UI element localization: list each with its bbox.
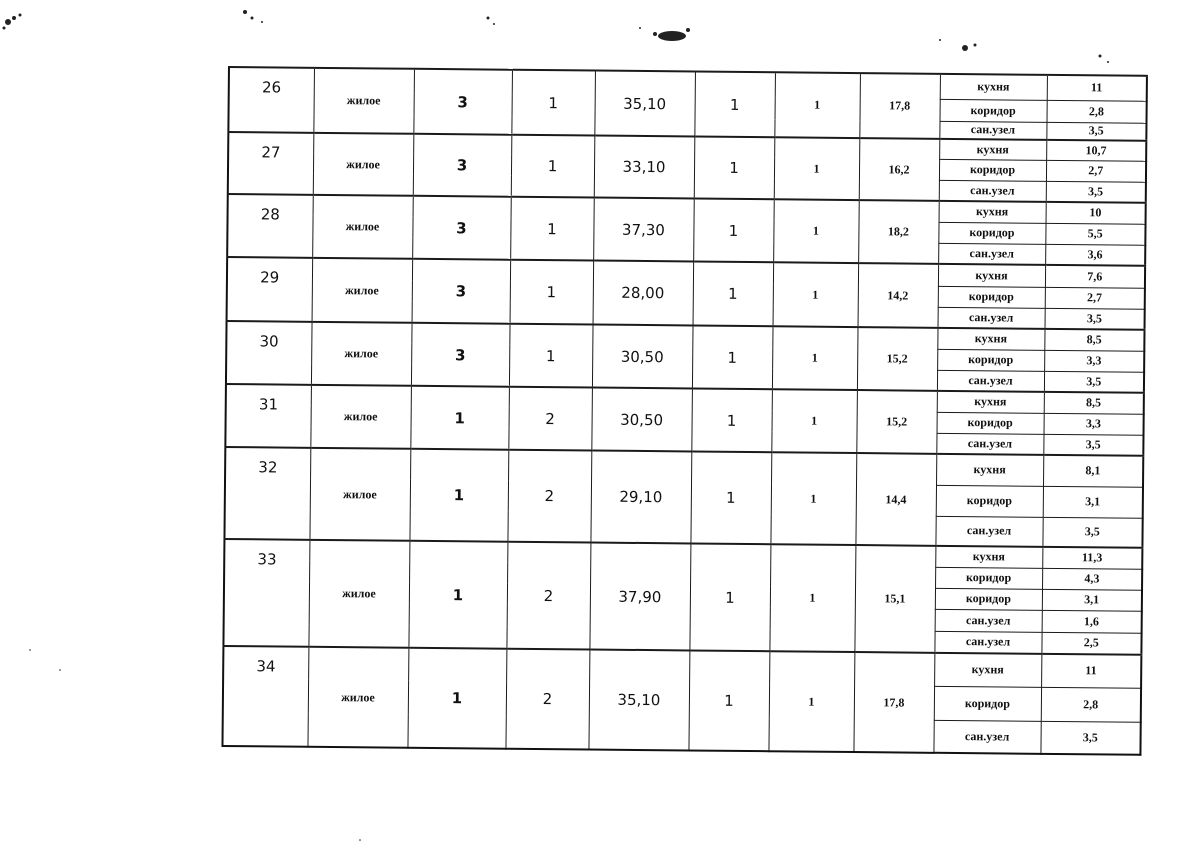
cell-col6: 1 bbox=[688, 650, 769, 751]
cell-room-area: 2,5 bbox=[1041, 632, 1141, 655]
apartment-table-wrapper bbox=[221, 66, 1145, 756]
cell-col6: 1 bbox=[690, 451, 771, 544]
cell-floor: 1 bbox=[510, 260, 594, 325]
cell-room-name: сан.узел bbox=[939, 180, 1046, 202]
cell-room-name: сан.узел bbox=[938, 243, 1045, 265]
cell-living-area: 18,2 bbox=[858, 200, 939, 264]
cell-rooms: 1 bbox=[410, 386, 509, 450]
cell-col6: 1 bbox=[694, 136, 775, 199]
cell-room-name: коридор bbox=[934, 686, 1041, 721]
cell-room-name: кухня bbox=[934, 653, 1041, 687]
cell-room-area: 3,5 bbox=[1043, 434, 1143, 456]
cell-rooms: 3 bbox=[412, 259, 511, 324]
cell-number: 32 bbox=[224, 447, 310, 540]
cell-floor: 1 bbox=[510, 197, 594, 261]
cell-total-area: 30,50 bbox=[591, 388, 692, 452]
cell-type: жилое bbox=[313, 133, 414, 196]
cell-room-name: кухня bbox=[935, 546, 1042, 568]
cell-rooms: 1 bbox=[408, 541, 507, 649]
cell-total-area: 29,10 bbox=[590, 451, 691, 544]
cell-living-area: 17,8 bbox=[859, 73, 940, 139]
cell-room-area: 5,5 bbox=[1045, 223, 1145, 245]
cell-col7: 1 bbox=[770, 452, 856, 545]
cell-total-area: 33,10 bbox=[594, 136, 695, 199]
cell-room-area: 3,1 bbox=[1043, 486, 1143, 518]
cell-room-name: кухня bbox=[939, 139, 1046, 160]
cell-floor: 1 bbox=[509, 324, 593, 388]
cell-room-name: коридор bbox=[938, 286, 1045, 308]
cell-room-name: сан.узел bbox=[938, 307, 1045, 329]
cell-col7: 1 bbox=[773, 262, 859, 327]
cell-col6: 1 bbox=[692, 325, 773, 389]
cell-room-name: сан.узел bbox=[935, 516, 1042, 547]
cell-col7: 1 bbox=[774, 137, 860, 200]
cell-room-name: кухня bbox=[938, 264, 1045, 287]
cell-number: 28 bbox=[227, 194, 313, 258]
cell-room-area: 3,5 bbox=[1046, 122, 1146, 141]
cell-col6: 1 bbox=[689, 543, 770, 651]
cell-room-area: 3,3 bbox=[1044, 413, 1144, 435]
cell-rooms: 1 bbox=[409, 449, 508, 542]
cell-room-name: сан.узел bbox=[933, 720, 1040, 754]
cell-rooms: 3 bbox=[411, 323, 510, 387]
cell-total-area: 35,10 bbox=[588, 649, 689, 750]
cell-room-area: 3,1 bbox=[1042, 589, 1142, 611]
cell-type: жилое bbox=[312, 195, 413, 259]
cell-room-name: коридор bbox=[938, 222, 1045, 244]
cell-room-name: коридор bbox=[939, 159, 1046, 181]
cell-living-area: 16,2 bbox=[859, 138, 940, 201]
cell-room-area: 8,1 bbox=[1043, 455, 1143, 487]
cell-room-area: 2,7 bbox=[1046, 160, 1146, 182]
cell-room-area: 2,8 bbox=[1041, 687, 1141, 722]
apartment-table bbox=[221, 66, 1147, 756]
cell-living-area: 14,2 bbox=[858, 263, 939, 328]
cell-total-area: 37,30 bbox=[593, 198, 694, 262]
cell-room-area: 3,5 bbox=[1046, 181, 1146, 203]
cell-col7: 1 bbox=[772, 326, 858, 390]
cell-type: жилое bbox=[312, 258, 413, 323]
cell-col6: 1 bbox=[691, 388, 772, 452]
cell-room-area: 11,3 bbox=[1042, 547, 1142, 569]
cell-room-name: коридор bbox=[936, 485, 1043, 517]
cell-type: жилое bbox=[309, 448, 410, 541]
cell-col7: 1 bbox=[768, 651, 854, 752]
cell-total-area: 28,00 bbox=[593, 261, 694, 326]
cell-type: жилое bbox=[308, 540, 409, 648]
cell-total-area: 35,10 bbox=[594, 71, 695, 137]
cell-living-area: 15,1 bbox=[854, 545, 935, 653]
cell-room-name: кухня bbox=[936, 454, 1043, 486]
cell-room-name: коридор bbox=[935, 588, 1042, 610]
cell-living-area: 14,4 bbox=[855, 453, 936, 546]
cell-col7: 1 bbox=[769, 544, 855, 652]
cell-type: жилое bbox=[310, 385, 411, 449]
cell-room-name: сан.узел bbox=[935, 609, 1042, 632]
cell-total-area: 30,50 bbox=[592, 325, 693, 389]
cell-col6: 1 bbox=[693, 198, 774, 262]
cell-room-area: 3,5 bbox=[1044, 371, 1144, 393]
cell-col6: 1 bbox=[694, 71, 775, 137]
cell-living-area: 17,8 bbox=[853, 652, 934, 753]
cell-floor: 1 bbox=[511, 135, 595, 198]
cell-type: жилое bbox=[313, 68, 414, 134]
cell-room-area: 2,8 bbox=[1047, 100, 1147, 123]
cell-rooms: 1 bbox=[407, 648, 506, 749]
cell-room-area: 10 bbox=[1046, 202, 1146, 224]
cell-floor: 1 bbox=[511, 70, 595, 136]
cell-total-area: 37,90 bbox=[589, 543, 690, 651]
table-row bbox=[229, 67, 1147, 101]
cell-rooms: 3 bbox=[412, 196, 511, 260]
cell-room-name: коридор bbox=[935, 567, 1042, 589]
cell-room-area: 3,5 bbox=[1042, 517, 1142, 548]
cell-room-area: 7,6 bbox=[1045, 265, 1145, 288]
cell-room-area: 2,7 bbox=[1045, 287, 1145, 309]
cell-type: жилое bbox=[311, 322, 412, 386]
cell-living-area: 15,2 bbox=[856, 390, 937, 454]
cell-number: 34 bbox=[222, 646, 308, 747]
cell-col7: 1 bbox=[771, 389, 857, 453]
cell-room-area: 4,3 bbox=[1042, 568, 1142, 590]
cell-room-name: сан.узел bbox=[937, 370, 1044, 392]
cell-room-name: кухня bbox=[937, 391, 1044, 413]
cell-room-area: 8,5 bbox=[1044, 392, 1144, 414]
cell-number: 27 bbox=[228, 132, 314, 195]
cell-number: 26 bbox=[228, 67, 314, 133]
cell-room-name: сан.узел bbox=[936, 433, 1043, 455]
cell-room-area: 3,5 bbox=[1040, 721, 1140, 755]
cell-room-area: 10,7 bbox=[1046, 140, 1146, 161]
cell-number: 29 bbox=[227, 257, 313, 322]
cell-type: жилое bbox=[307, 647, 408, 748]
cell-living-area: 15,2 bbox=[857, 327, 938, 391]
cell-room-area: 3,6 bbox=[1045, 244, 1145, 266]
cell-floor: 2 bbox=[507, 450, 591, 543]
cell-number: 30 bbox=[226, 321, 312, 385]
cell-col7: 1 bbox=[774, 72, 860, 138]
cell-room-area: 3,5 bbox=[1045, 308, 1145, 330]
cell-room-name: коридор bbox=[940, 99, 1047, 122]
cell-room-name: сан.узел bbox=[934, 631, 1041, 654]
cell-floor: 2 bbox=[505, 649, 589, 750]
cell-col7: 1 bbox=[773, 199, 859, 263]
cell-number: 31 bbox=[225, 384, 311, 448]
cell-room-area: 3,3 bbox=[1044, 350, 1144, 372]
cell-floor: 2 bbox=[508, 387, 592, 451]
cell-room-area: 8,5 bbox=[1044, 329, 1144, 351]
cell-room-area: 1,6 bbox=[1042, 610, 1142, 633]
cell-room-name: коридор bbox=[937, 412, 1044, 434]
cell-col6: 1 bbox=[693, 261, 774, 326]
cell-rooms: 3 bbox=[413, 69, 512, 135]
cell-floor: 2 bbox=[506, 542, 590, 650]
cell-number: 33 bbox=[223, 539, 309, 647]
cell-room-name: кухня bbox=[937, 328, 1044, 350]
cell-room-area: 11 bbox=[1041, 654, 1141, 688]
cell-rooms: 3 bbox=[413, 134, 512, 197]
cell-room-area: 11 bbox=[1047, 75, 1147, 101]
cell-room-name: кухня bbox=[940, 74, 1047, 100]
cell-room-name: кухня bbox=[939, 201, 1046, 223]
cell-room-name: коридор bbox=[937, 349, 1044, 371]
cell-room-name: сан.узел bbox=[939, 121, 1046, 140]
